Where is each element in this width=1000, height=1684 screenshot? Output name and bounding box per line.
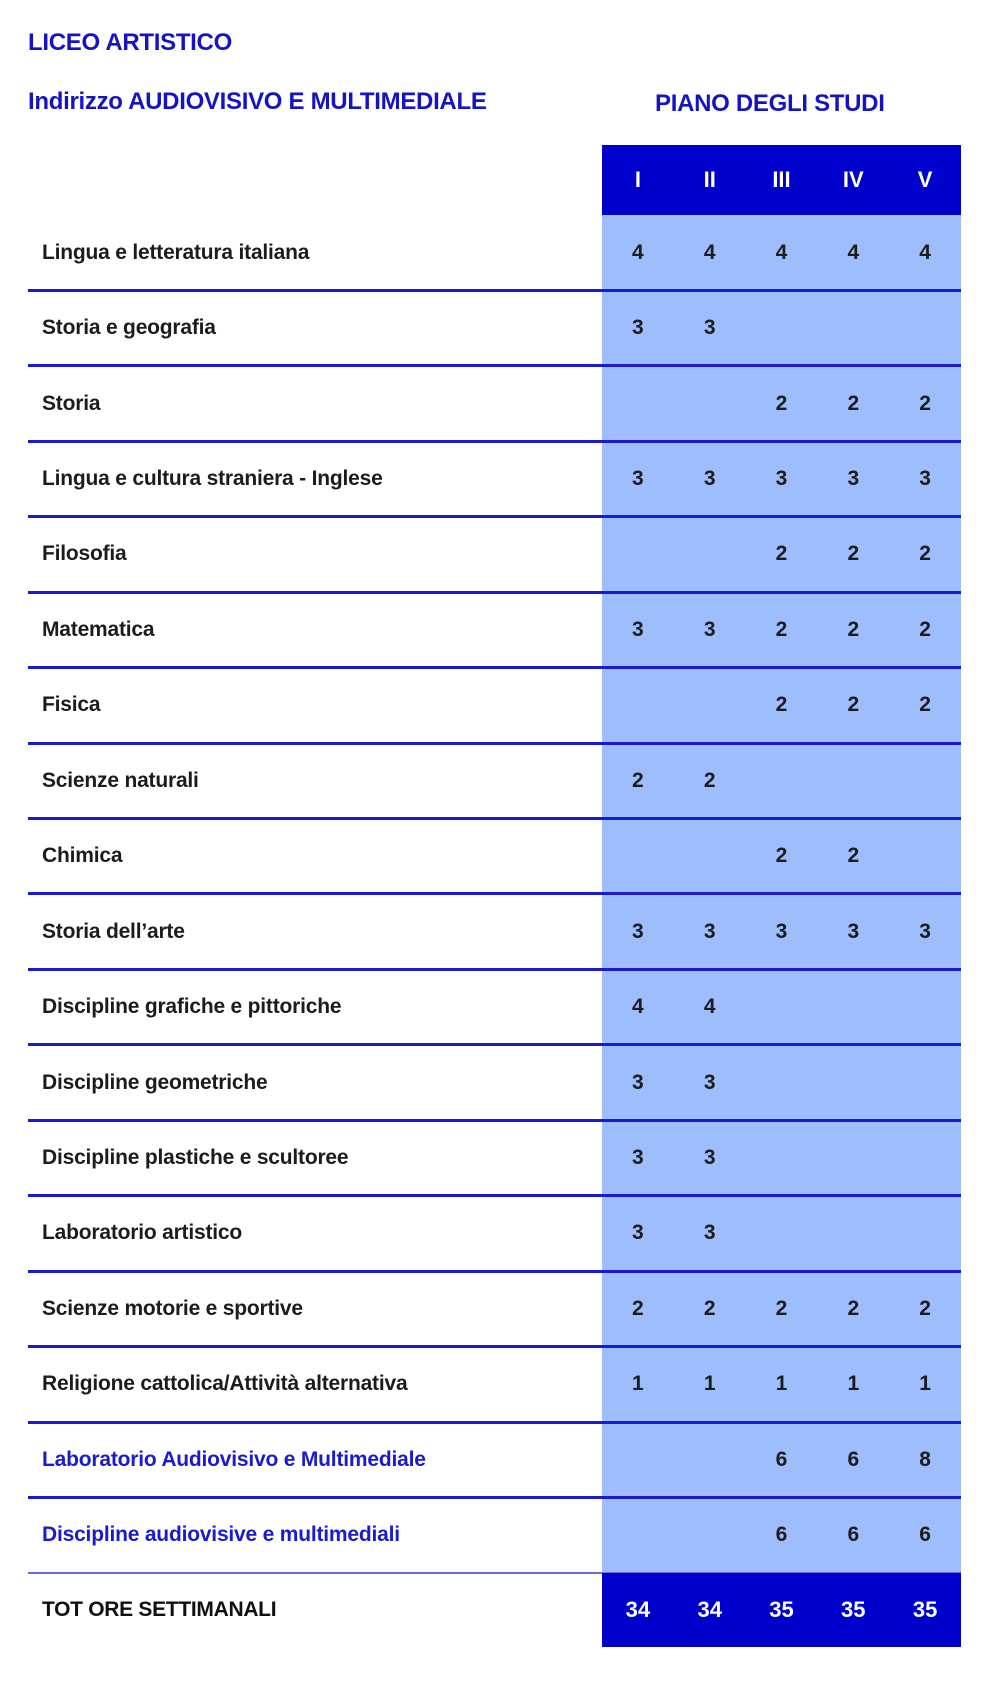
- hours-cell: 4: [775, 240, 788, 264]
- hours-cell: 4: [919, 240, 931, 264]
- hours-cell: 2: [847, 542, 860, 566]
- hours-cell: 2: [775, 617, 788, 641]
- hours-cell: 2: [847, 844, 860, 868]
- hours-cell: [746, 316, 818, 340]
- hours-cell: [674, 1448, 746, 1472]
- subject-name: Scienze motorie e sportive: [42, 1296, 303, 1320]
- hours-cell: 2: [632, 768, 644, 792]
- hours-cell: 2: [919, 1296, 931, 1320]
- hours-cell: 1: [775, 1372, 788, 1396]
- hours-cell: 2: [632, 1296, 644, 1320]
- table-row: [28, 366, 961, 441]
- year-header-5: V: [917, 167, 933, 192]
- hours-cell: 3: [703, 919, 716, 943]
- table-row: [28, 1196, 961, 1271]
- subject-hours: [602, 844, 961, 868]
- subject-name: Lingua e cultura straniera - Inglese: [42, 467, 383, 491]
- hours-cell: [746, 769, 818, 793]
- hours-cell: 2: [775, 391, 788, 415]
- subject-hours: [602, 693, 961, 717]
- years-header: [602, 145, 961, 215]
- table-row: [28, 290, 961, 365]
- hours-cell: 2: [919, 617, 931, 641]
- hours-cell: 8: [919, 1447, 931, 1471]
- hours-cell: [889, 844, 961, 868]
- hours-cell: [889, 1071, 961, 1095]
- subject-hours: [602, 1146, 961, 1170]
- subject-hours: [602, 1071, 961, 1095]
- hours-cell: 3: [632, 1221, 644, 1245]
- subject-name: Discipline grafiche e pittoriche: [42, 995, 342, 1019]
- hours-cell: 2: [847, 617, 860, 641]
- total-year-2: 34: [697, 1597, 722, 1622]
- hours-cell: 4: [847, 240, 860, 264]
- hours-cell: 2: [847, 391, 860, 415]
- hours-cell: 6: [775, 1523, 788, 1547]
- hours-cell: 3: [703, 316, 716, 340]
- hours-cell: [817, 1221, 889, 1245]
- hours-cell: [602, 693, 674, 717]
- hours-cell: 1: [703, 1372, 716, 1396]
- subject-hours: [602, 1523, 961, 1547]
- hours-cell: [817, 995, 889, 1019]
- table-row: [28, 894, 961, 969]
- hours-cell: [889, 995, 961, 1019]
- hours-cell: 3: [632, 467, 644, 491]
- table-row: [28, 1045, 961, 1120]
- hours-cell: 2: [847, 1296, 860, 1320]
- hours-cell: 3: [632, 617, 644, 641]
- hours-cell: 3: [703, 617, 716, 641]
- hours-cell: 3: [919, 919, 931, 943]
- subject-hours: [602, 241, 961, 265]
- subject-name: Storia: [42, 391, 101, 415]
- subject-name: Discipline plastiche e scultoree: [42, 1145, 349, 1169]
- hours-cell: 3: [919, 467, 931, 491]
- hours-cell: 6: [847, 1447, 860, 1471]
- hours-cell: 4: [703, 240, 716, 264]
- subject-hours: [602, 467, 961, 491]
- hours-cell: [746, 1146, 818, 1170]
- table-row: [28, 517, 961, 592]
- subject-hours: [602, 618, 961, 642]
- hours-cell: 2: [919, 391, 931, 415]
- year-header-2: II: [703, 167, 716, 192]
- hours-cell: 2: [775, 693, 788, 717]
- table-row: [28, 592, 961, 667]
- hours-cell: [889, 1221, 961, 1245]
- hours-cell: 3: [703, 1070, 716, 1094]
- hours-cell: 6: [775, 1447, 788, 1471]
- subjects-table: [28, 215, 961, 1573]
- hours-cell: 3: [775, 467, 788, 491]
- hours-cell: 4: [632, 240, 644, 264]
- table-row: [28, 1347, 961, 1422]
- table-row: [28, 1422, 961, 1497]
- subject-name: Lingua e letteratura italiana: [42, 240, 310, 264]
- hours-cell: 4: [632, 995, 644, 1019]
- hours-cell: 2: [775, 1296, 788, 1320]
- track-title: Indirizzo AUDIOVISIVO E MULTIMEDIALE: [28, 88, 487, 115]
- totals-label: TOT ORE SETTIMANALI: [42, 1598, 277, 1621]
- subject-hours: [602, 995, 961, 1019]
- hours-cell: [817, 316, 889, 340]
- hours-cell: 3: [847, 467, 860, 491]
- hours-cell: [817, 1071, 889, 1095]
- hours-cell: 2: [703, 1296, 716, 1320]
- hours-cell: 6: [919, 1523, 931, 1547]
- hours-cell: [602, 542, 674, 566]
- subject-name: Fisica: [42, 693, 101, 717]
- subject-name: Storia dell’arte: [42, 919, 185, 943]
- subject-name: Chimica: [42, 844, 123, 868]
- plan-title: PIANO DEGLI STUDI: [655, 90, 885, 117]
- hours-cell: 1: [919, 1372, 931, 1396]
- hours-cell: 3: [632, 919, 644, 943]
- hours-cell: 2: [919, 542, 931, 566]
- hours-cell: [602, 844, 674, 868]
- table-row: [28, 1120, 961, 1195]
- hours-cell: [602, 392, 674, 416]
- total-year-4: 35: [841, 1597, 866, 1622]
- subject-name: Religione cattolica/Attività alternativa: [42, 1372, 408, 1396]
- hours-cell: [674, 1523, 746, 1547]
- subject-name: Discipline audiovisive e multimediali: [42, 1523, 400, 1547]
- subject-name: Storia e geografia: [42, 316, 216, 340]
- subject-hours: [602, 769, 961, 793]
- hours-cell: [602, 1523, 674, 1547]
- hours-cell: [817, 1146, 889, 1170]
- hours-cell: [674, 693, 746, 717]
- hours-cell: 4: [703, 995, 716, 1019]
- hours-cell: [674, 392, 746, 416]
- hours-cell: [602, 1448, 674, 1472]
- hours-cell: [889, 769, 961, 793]
- subject-name: Laboratorio artistico: [42, 1221, 242, 1245]
- table-row: [28, 1497, 961, 1572]
- hours-cell: 3: [775, 919, 788, 943]
- hours-cell: 2: [919, 693, 931, 717]
- hours-cell: [817, 769, 889, 793]
- subject-hours: [602, 1372, 961, 1396]
- hours-cell: 2: [775, 542, 788, 566]
- subject-hours: [602, 1448, 961, 1472]
- year-header-4: IV: [842, 167, 864, 192]
- hours-cell: [674, 844, 746, 868]
- hours-cell: [746, 1071, 818, 1095]
- subject-hours: [602, 392, 961, 416]
- table-row: [28, 819, 961, 894]
- table-row: [28, 215, 961, 290]
- subject-name: Filosofia: [42, 542, 127, 566]
- hours-cell: 1: [847, 1372, 860, 1396]
- subject-hours: [602, 1297, 961, 1321]
- subject-name: Matematica: [42, 617, 155, 641]
- table-row: [28, 1271, 961, 1346]
- subject-name: Scienze naturali: [42, 768, 199, 792]
- subject-name: Laboratorio Audiovisivo e Multimediale: [42, 1447, 426, 1471]
- hours-cell: 3: [703, 467, 716, 491]
- year-header-1: I: [634, 167, 641, 192]
- hours-cell: [746, 995, 818, 1019]
- subject-hours: [602, 1221, 961, 1245]
- hours-cell: 3: [632, 1145, 644, 1169]
- school-title: LICEO ARTISTICO: [28, 29, 232, 56]
- subject-hours: [602, 542, 961, 566]
- table-row: [28, 969, 961, 1044]
- hours-cell: [674, 542, 746, 566]
- hours-cell: 2: [847, 693, 860, 717]
- hours-cell: 3: [632, 316, 644, 340]
- totals-row: [602, 1573, 961, 1647]
- table-row: [28, 743, 961, 818]
- subject-hours: [602, 920, 961, 944]
- hours-cell: [746, 1221, 818, 1245]
- total-year-5: 35: [912, 1597, 938, 1622]
- total-year-3: 35: [769, 1597, 794, 1622]
- hours-cell: [889, 1146, 961, 1170]
- hours-cell: 1: [632, 1372, 644, 1396]
- year-header-3: III: [772, 167, 791, 192]
- table-row: [28, 668, 961, 743]
- hours-cell: 3: [703, 1221, 716, 1245]
- subject-hours: [602, 316, 961, 340]
- hours-cell: 3: [632, 1070, 644, 1094]
- hours-cell: 2: [703, 768, 716, 792]
- total-year-1: 34: [625, 1597, 651, 1622]
- subject-name: Discipline geometriche: [42, 1070, 268, 1094]
- hours-cell: 6: [847, 1523, 860, 1547]
- hours-cell: [889, 316, 961, 340]
- hours-cell: 3: [703, 1145, 716, 1169]
- hours-cell: 3: [847, 919, 860, 943]
- hours-cell: 2: [775, 844, 788, 868]
- table-row: [28, 441, 961, 516]
